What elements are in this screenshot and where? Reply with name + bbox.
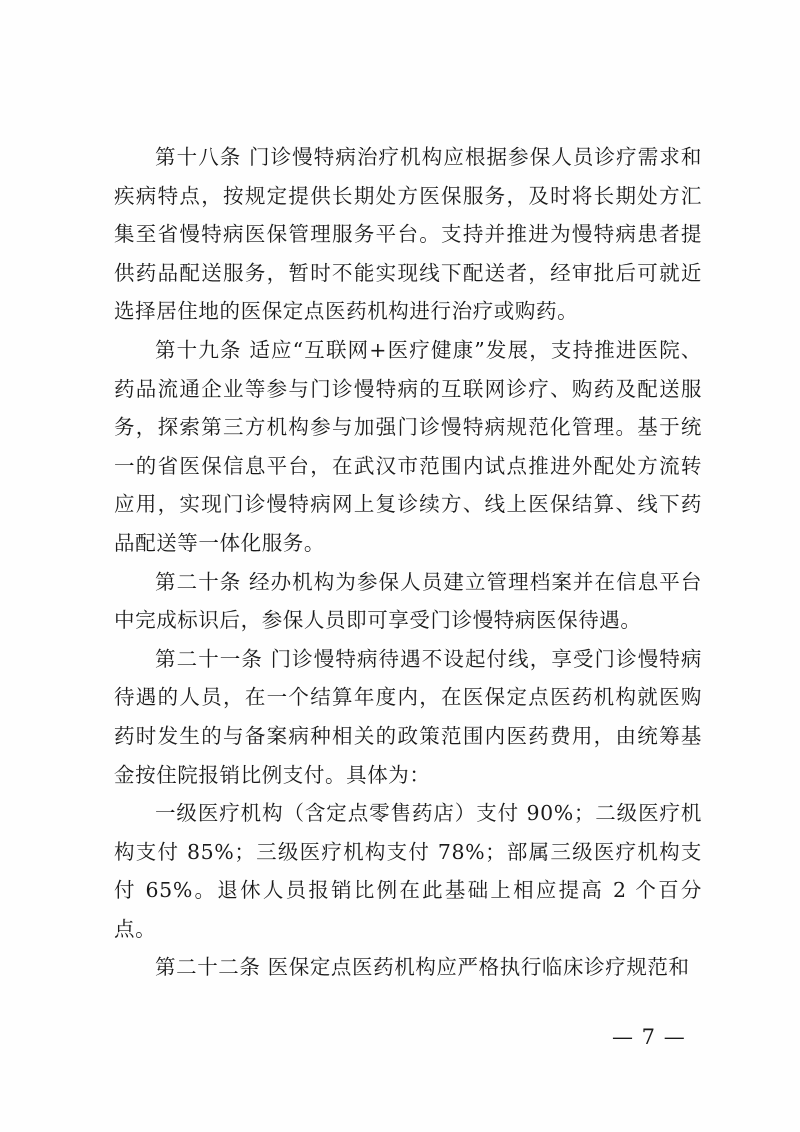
paragraph-reimbursement-rates: 一级医疗机构（含定点零售药店）支付 90%；二级医疗机构支付 85%；三级医疗机构支付 78%；部属三级医疗机构支付 65%。退休人员报销比例在此基础上相应提高 2 个百分点。 [114,801,702,941]
paragraph-article-18: 第十八条 门诊慢特病治疗机构应根据参保人员诊疗需求和疾病特点，按规定提供长期处方医保服务，及时将长期处方汇集至省慢特病医保管理服务平台。支持并推进为慢特病患者提供药品配送服务，暂时不能实现线下配送者，经审批后可就近选择居住地的医保定点医药机构进行治疗或购药。 [114,145,702,324]
body-text [114,138,702,987]
paragraph-article-20: 第二十条 经办机构为参保人员建立管理档案并在信息平台中完成标识后，参保人员即可享受门诊慢特病医保待遇。 [114,569,702,633]
paragraph-article-21: 第二十一条 门诊慢特病待遇不设起付线，享受门诊慢特病待遇的人员，在一个结算年度内，在医保定点医药机构就医购药时发生的与备案病种相关的政策范围内医药费用，由统筹基金按住院报销比例支付。具体为： [114,646,702,787]
paragraph-article-22: 第二十二条 医保定点医药机构应严格执行临床诊疗规范和 [155,955,690,980]
paragraph-article-19: 第十九条 适应“互联网+医疗健康”发展，支持推进医院、药品流通企业等参与门诊慢特病的互联网诊疗、购药及配送服务，探索第三方机构参与加强门诊慢特病规范化管理。基于统一的省医保信息平台，在武汉市范围内试点推进外配处方流转应用，实现门诊慢特病网上复诊续方、线上医保结算、线下药品配送等一体化服务。 [114,337,702,555]
page-number: — 7 — [612,1025,686,1049]
